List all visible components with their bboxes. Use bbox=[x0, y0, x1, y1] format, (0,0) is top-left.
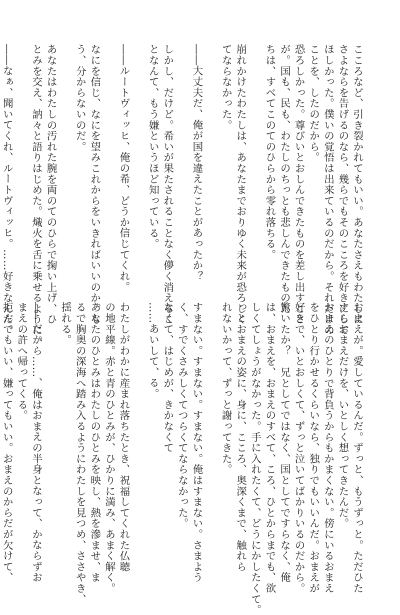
text-line: ……あいして、る。 bbox=[146, 302, 159, 400]
text-line: 驚いたか？ 兄としてではなく、国としてですらなく、俺 bbox=[278, 302, 291, 583]
text-line: おまえのひとりで背負うからもかまくない。傍にいるおまえ bbox=[321, 302, 334, 594]
text-line: となんて、もう嫌というほど知っている。 bbox=[146, 44, 159, 250]
text-line: ――だから……、俺はおまえの半身となって、かならずお bbox=[29, 302, 42, 583]
text-line: こころなど、引き裂かれてもいい。あなたさえもわたしに bbox=[351, 44, 363, 325]
text-line: さよならを告げるのなら、幾らでもそのこころを好きにして bbox=[336, 44, 349, 336]
text-line: まえの許へ帰ってくる。 bbox=[15, 302, 28, 421]
text-line: すらおまえだけを、いとしく想ってきたんだ。 bbox=[336, 302, 349, 529]
text-block-lower bbox=[0, 302, 364, 615]
text-line bbox=[101, 44, 116, 276]
text-line: ことを、したのだから。 bbox=[307, 44, 320, 163]
text-line: あなたはわたしの汚れた腕を両のてのひらで掬い上げ、ひ bbox=[44, 44, 57, 325]
text-line: てならなかった。 bbox=[219, 44, 232, 131]
text-line: をひとり行かせるくらいなら、独りでもいいんだ。おまえが bbox=[307, 302, 320, 594]
text-line: なくて、はじめが、きかなくて bbox=[161, 302, 174, 454]
text-line: とみを交え、訥々と語りはじめた。熾火を舌に乗せるように。 bbox=[29, 44, 42, 347]
text-line bbox=[131, 302, 146, 534]
text-line bbox=[14, 44, 29, 276]
text-line bbox=[58, 44, 73, 276]
text-line bbox=[247, 44, 262, 276]
text-line: は、おまえを、おまえのすべて、ころ、ひとからまでも、欲 bbox=[263, 302, 276, 594]
text-line: ほしかった。僕いの覚悟は出来ているのだから。それだけの bbox=[321, 44, 334, 336]
text-line bbox=[203, 44, 218, 276]
text-line: あなたのひとみはわたしのひとみを映し、熱を滲ませ、ま bbox=[88, 302, 101, 583]
text-line: ちは、すべてこのてのひらから零れ落ちる。 bbox=[263, 44, 276, 260]
text-line: 恐ろしかった。尊びいとおしんできたものを差し出すこと bbox=[292, 44, 305, 325]
text-line: ――なぁ、聞いてくれ、ルートヴィッヒ。……好きなんだ。 bbox=[0, 44, 13, 336]
text-line: 崩れかけたわたしは、あなたまでおりゆく未来が恐ろしく bbox=[234, 44, 247, 325]
text-line bbox=[174, 44, 189, 276]
text-line: しくてしょうがなかった。手に入れたくて、どうにかしたくて。 bbox=[248, 302, 261, 615]
text-line: すまない。すまない。すまない。俺はすまない。さまよう bbox=[190, 302, 203, 583]
text-line: く、すでくさみしくてつらくてならなかった。 bbox=[175, 302, 188, 529]
text-line bbox=[203, 302, 218, 534]
text-line: おまえが。愛しているんだ。ずっと、もうずっと。ただひた bbox=[351, 302, 363, 594]
text-line: っとおまえの姿に、身に、こころ、奥深くまで、触れら bbox=[234, 302, 247, 572]
text-line bbox=[131, 44, 146, 276]
text-line: れないかって、ずっと謝ってきた。 bbox=[219, 302, 232, 475]
text-line: るで胸奥の深海へ踏み入るようにわたしを見つめ、ささやき、 bbox=[73, 302, 86, 605]
text-line: の地平線。赤と青のひとみが、ひかりに満み、あまく解く。 bbox=[102, 302, 115, 594]
text-line: わたしがわかに産まれ落ちたとき、祝福してくれた仏聴 bbox=[117, 302, 130, 572]
text-line: ――大丈夫だ、俺が国を違えたことがあったか？ bbox=[190, 44, 203, 282]
text-line: 揺れる。 bbox=[59, 302, 72, 346]
text-line: う、分からないのだ。 bbox=[73, 44, 86, 152]
text-line: しかし、だけど。希いが果たされることなく儚く消えるこ bbox=[161, 44, 174, 325]
text-line bbox=[43, 302, 58, 534]
text-line: 好きで、いとおしくて、ずっと泣いてばかりいるのだから。 bbox=[292, 302, 305, 594]
text-line: 拒んでもいい、嫌ってもいい。おまえのからだが欠けて、 bbox=[0, 302, 13, 583]
text-line: ――ルートヴィッヒ、俺の希、どうか信じてくれ。 bbox=[117, 44, 130, 293]
text-line: が。国も、民も、わたしのちっとも悲しんできたものた bbox=[278, 44, 291, 314]
text-line: なにを信じ、なにを望みこれからをいきればいいのか。も bbox=[88, 44, 101, 325]
